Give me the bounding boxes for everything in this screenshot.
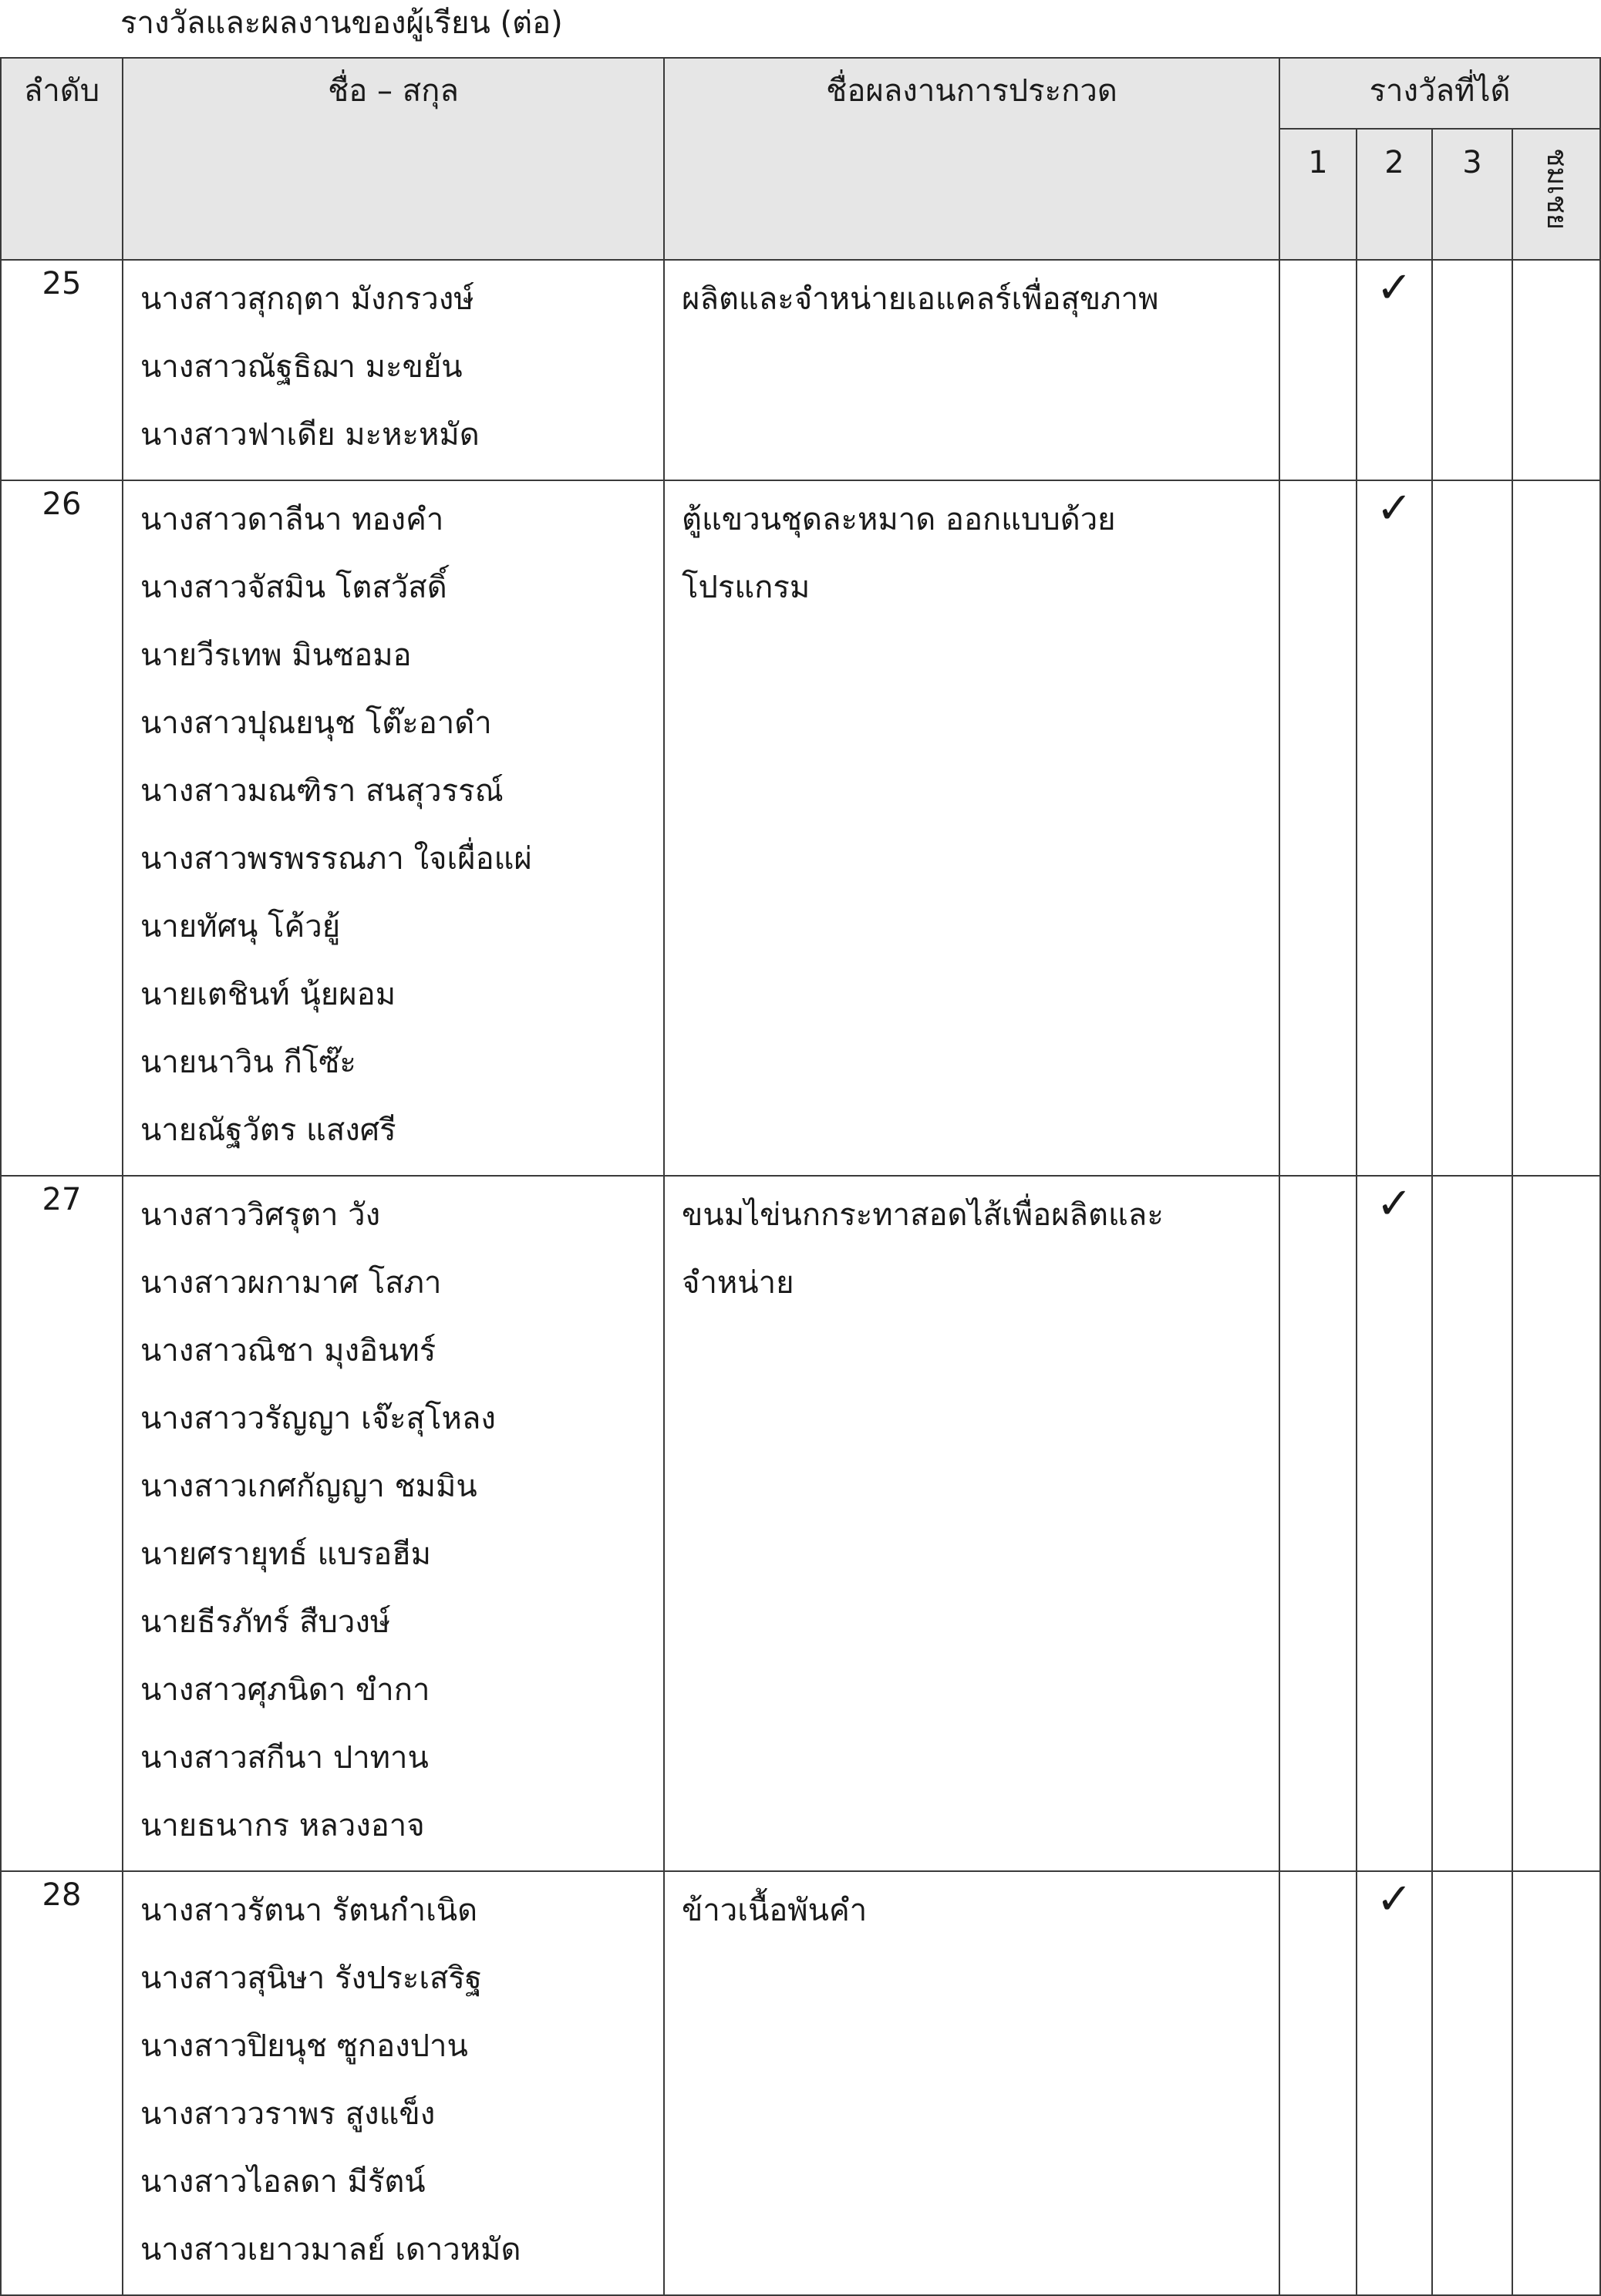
work-cell [664, 480, 1279, 1176]
member-name: นายณัฐวัตร แสงศรี [140, 1113, 396, 1148]
names-cell [123, 260, 664, 480]
work-title-line: ขนมไข่นกกระทาสอดไส้เพื่อผลิตและ [682, 1197, 1164, 1233]
work-title-line: จำหน่าย [682, 1265, 794, 1301]
member-name: นายศรายุทธ์ แบรอฮีม [140, 1537, 431, 1572]
award-honorable-cell [1512, 260, 1600, 480]
check-icon: ✓ [1376, 1874, 1413, 1924]
work-title-line: ผลิตและจำหน่ายเอแคลร์เพื่อสุขภาพ [682, 281, 1159, 317]
table-body [1, 260, 1600, 2295]
award-2-cell [1357, 1176, 1432, 1871]
award-2-cell [1357, 260, 1432, 480]
member-name: นายวีรเทพ มินซอมอ [140, 638, 412, 673]
award-honorable-cell [1512, 1871, 1600, 2295]
award-1-cell [1279, 1176, 1357, 1871]
award-3-cell [1432, 480, 1512, 1176]
header-award-1-label: 1 [1308, 145, 1328, 180]
awards-table [0, 57, 1601, 2296]
member-name: นางสาวรัตนา รัตนกำเนิด [140, 1893, 478, 1928]
header-name [123, 58, 664, 260]
row-number: 28 [1, 1871, 123, 2295]
check-icon: ✓ [1376, 483, 1413, 534]
award-1-cell [1279, 1871, 1357, 2295]
row-number: 26 [1, 480, 123, 1176]
member-name: นายทัศนุ โค้วยู้ [140, 909, 341, 944]
member-name: นายธนากร หลวงอาจ [140, 1808, 425, 1843]
award-2-cell [1357, 480, 1432, 1176]
member-name: นางสาวณัฐธิฌา มะขยัน [140, 349, 463, 385]
member-name: นางสาวไอลดา มีรัตน์ [140, 2164, 426, 2200]
header-award-2 [1357, 129, 1432, 260]
award-1-cell [1279, 480, 1357, 1176]
work-title-line: โปรแกรม [682, 570, 811, 605]
names-list [123, 1872, 663, 2294]
work-title-line: ตู้แขวนชุดละหมาด ออกแบบด้วย [682, 502, 1116, 537]
work-title [665, 1177, 1279, 1328]
member-name: นายนาวิน กีโซ๊ะ [140, 1045, 356, 1080]
member-name: นางสาววิศรุตา วัง [140, 1197, 381, 1233]
award-3-cell [1432, 1871, 1512, 2295]
member-name: นางสาวสกีนา ปาทาน [140, 1740, 429, 1776]
work-title [665, 481, 1279, 632]
work-title-line: ข้าวเนื้อพันคำ [682, 1893, 868, 1928]
header-award-label: รางวัลที่ได้ [1369, 73, 1511, 109]
award-honorable-cell [1512, 1176, 1600, 1871]
member-name: นางสาวเยาวมาลย์ เดาวหมัด [140, 2232, 521, 2267]
header-award-3 [1432, 129, 1512, 260]
member-name: นายธีรภัทร์ สืบวงษ์ [140, 1604, 391, 1640]
member-name: นางสาวสุนิษา รังประเสริฐ [140, 1961, 482, 1996]
names-list [123, 261, 663, 480]
award-2-cell [1357, 1871, 1432, 2295]
member-name: นางสาวณิชา มุงอินทร์ [140, 1333, 436, 1369]
check-icon: ✓ [1376, 263, 1413, 313]
table-row [1, 1871, 1600, 2295]
header-award-honorable [1512, 129, 1600, 260]
table-row [1, 1176, 1600, 1871]
header-no [1, 58, 123, 260]
page-heading: รางวัลและผลงานของผู้เรียน (ต่อ) [120, 5, 563, 41]
names-list [123, 481, 663, 1175]
header-award [1279, 58, 1600, 129]
work-cell [664, 260, 1279, 480]
member-name: นางสาวสุกฤตา มังกรวงษ์ [140, 281, 474, 317]
member-name: นางสาวศุภนิดา ขำกา [140, 1672, 430, 1708]
member-name: นางสาวฟาเดีย มะหะหมัด [140, 417, 480, 453]
member-name: นางสาวดาลีนา ทองคำ [140, 502, 444, 537]
work-title [665, 1872, 1279, 1955]
member-name: นางสาวจัสมิน โตสวัสดิ์ [140, 570, 447, 605]
row-number: 25 [1, 260, 123, 480]
member-name: นางสาววราพร สูงแข็ง [140, 2096, 436, 2132]
names-cell [123, 480, 664, 1176]
header-award-3-label: 3 [1462, 145, 1482, 180]
header-no-label: ลำดับ [23, 73, 100, 109]
work-cell [664, 1176, 1279, 1871]
header-award-2-label: 2 [1384, 145, 1404, 180]
member-name: นางสาวปุณยนุช โต๊ะอาดำ [140, 705, 492, 741]
member-name: นายเตชินท์ นุ้ยผอม [140, 977, 396, 1012]
table-header [1, 58, 1600, 260]
names-cell [123, 1176, 664, 1871]
header-award-1 [1279, 129, 1357, 260]
award-3-cell [1432, 1176, 1512, 1871]
work-title [665, 261, 1279, 344]
award-honorable-cell [1512, 480, 1600, 1176]
member-name: นางสาวปิยนุช ซูกองปาน [140, 2028, 468, 2064]
table-row [1, 480, 1600, 1176]
award-1-cell [1279, 260, 1357, 480]
check-icon: ✓ [1376, 1179, 1413, 1229]
work-cell [664, 1871, 1279, 2295]
row-number: 27 [1, 1176, 123, 1871]
table-row [1, 260, 1600, 480]
header-work-label: ชื่อผลงานการประกวด [826, 73, 1117, 109]
names-list [123, 1177, 663, 1870]
names-cell [123, 1871, 664, 2295]
member-name: นางสาวมณฑิรา สนสุวรรณ์ [140, 773, 504, 809]
member-name: นางสาววรัญญา เจ๊ะสุโหลง [140, 1401, 496, 1436]
award-3-cell [1432, 260, 1512, 480]
member-name: นางสาวพรพรรณภา ใจเผื่อแผ่ [140, 841, 532, 877]
header-award-honorable-label: ชมเชย [1541, 148, 1573, 230]
member-name: นางสาวเกศกัญญา ชมมิน [140, 1469, 477, 1504]
header-work [664, 58, 1279, 260]
header-name-label: ชื่อ – สกุล [328, 73, 459, 109]
member-name: นางสาวผกามาศ โสภา [140, 1265, 442, 1301]
